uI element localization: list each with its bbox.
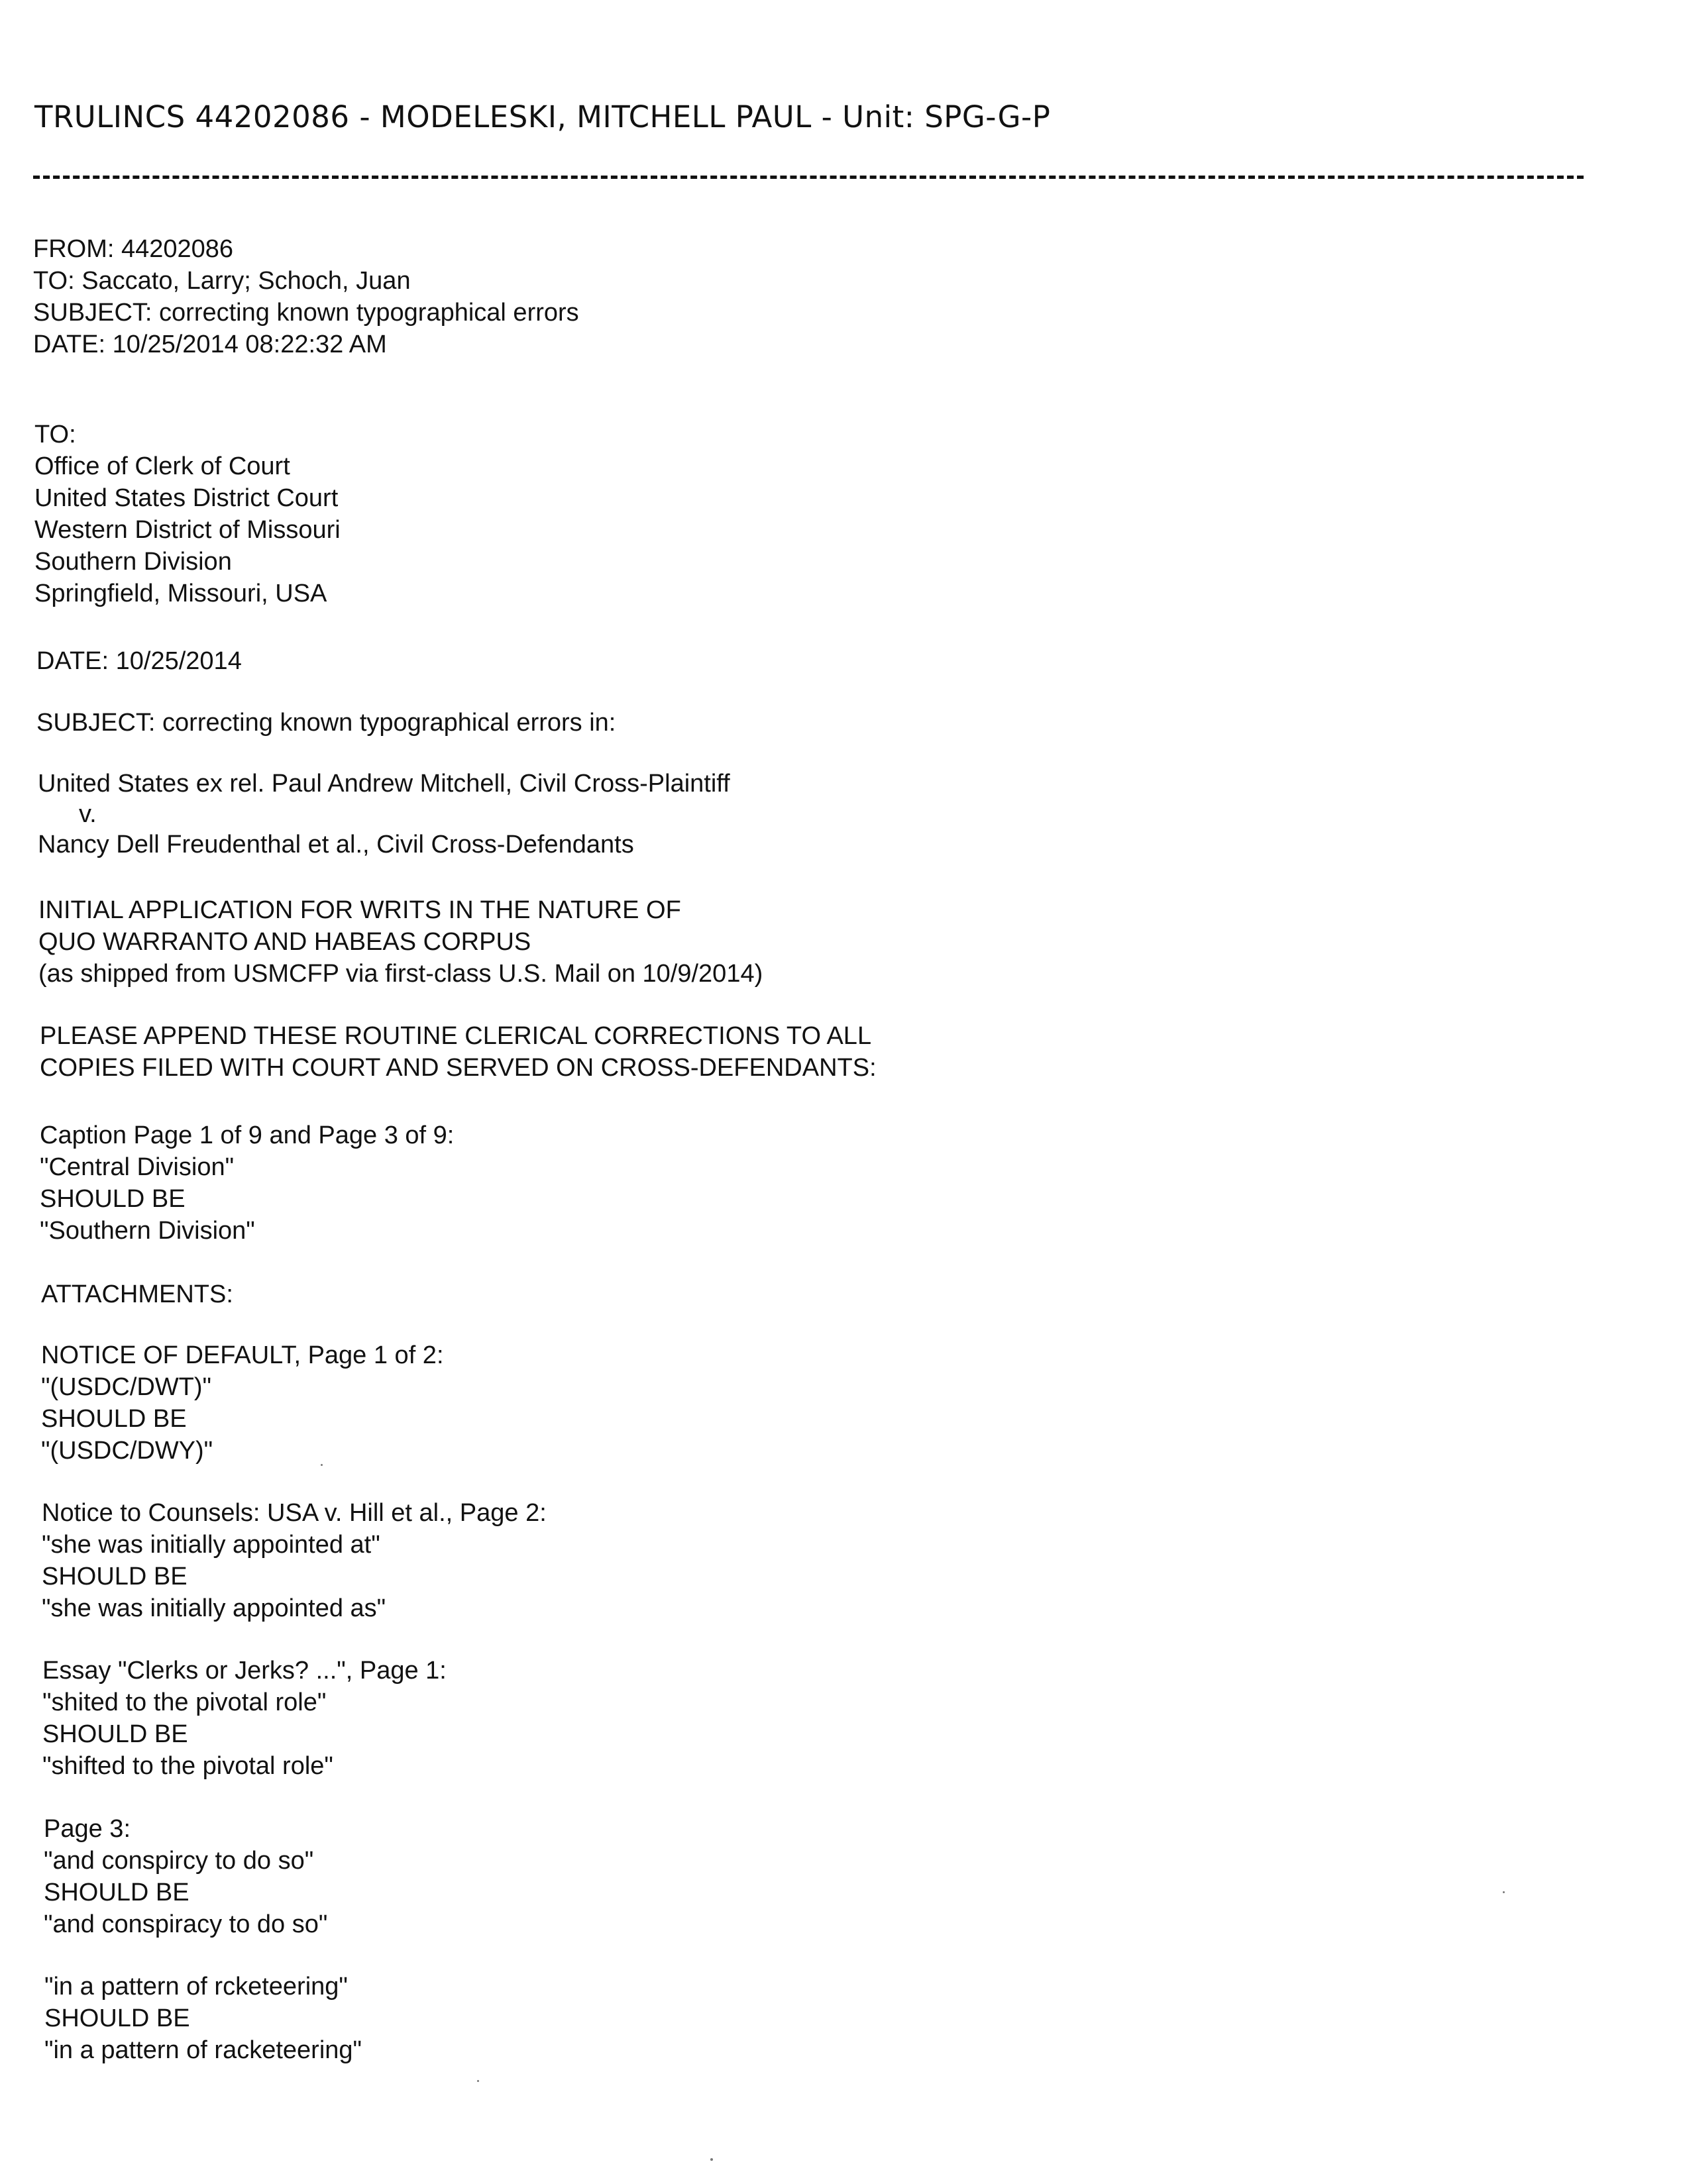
application-line: (as shipped from USMCFP via first-class U.S. Mail on 10/9/2014) <box>38 960 763 988</box>
message-to: TO: Saccato, Larry; Schoch, Juan <box>33 267 411 295</box>
message-metadata <box>33 233 579 360</box>
correction-wrong-text: "shited to the pivotal role" <box>42 1689 327 1716</box>
correction-right-text: "shifted to the pivotal role" <box>42 1752 333 1780</box>
application-title <box>38 894 763 990</box>
recipient-line: Western District of Missouri <box>34 516 341 544</box>
correction-heading: NOTICE OF DEFAULT, Page 1 of 2: <box>41 1341 444 1369</box>
instruction-line: COPIES FILED WITH COURT AND SERVED ON CROSS-DEFENDANTS: <box>40 1054 877 1082</box>
recipient-line: Springfield, Missouri, USA <box>34 580 327 607</box>
correction-right-text: "in a pattern of racketeering" <box>44 2036 362 2064</box>
attachment-correction-block <box>44 1813 327 1940</box>
attachment-correction-block <box>44 1971 362 2066</box>
correction-keyword: SHOULD BE <box>44 2004 190 2032</box>
attachment-correction-block <box>42 1497 547 1624</box>
message-subject: SUBJECT: correcting known typographical errors <box>33 299 579 327</box>
correction-wrong-text: "she was initially appointed at" <box>42 1531 380 1559</box>
correction-keyword: SHOULD BE <box>42 1563 188 1590</box>
correction-keyword: SHOULD BE <box>42 1720 188 1748</box>
correction-block <box>40 1119 454 1247</box>
case-caption <box>38 768 730 860</box>
case-versus: v. <box>79 800 97 828</box>
scan-speck <box>477 2080 479 2082</box>
application-line: QUO WARRANTO AND HABEAS CORPUS <box>38 928 531 956</box>
scan-speck <box>321 1464 323 1466</box>
correction-right-text: "she was initially appointed as" <box>42 1594 386 1622</box>
recipient-line: Southern Division <box>34 548 232 576</box>
instruction-block <box>40 1020 877 1084</box>
correction-keyword: SHOULD BE <box>44 1879 190 1906</box>
correction-heading: Caption Page 1 of 9 and Page 3 of 9: <box>40 1121 455 1149</box>
correction-keyword: SHOULD BE <box>41 1405 187 1433</box>
application-line: INITIAL APPLICATION FOR WRITS IN THE NATURE OF <box>38 896 681 924</box>
recipient-line: United States District Court <box>34 484 339 512</box>
recipient-line: Office of Clerk of Court <box>34 452 290 480</box>
case-plaintiff: United States ex rel. Paul Andrew Mitchell, Civil Cross-Plaintiff <box>38 770 730 798</box>
correction-right-text: "(USDC/DWY)" <box>41 1437 213 1465</box>
recipient-label: TO: <box>34 421 76 448</box>
correction-heading: Essay "Clerks or Jerks? ...", Page 1: <box>42 1657 447 1685</box>
letter-subject <box>36 707 616 739</box>
header-dashed-divider <box>33 176 1584 179</box>
page-header-title: TRULINCS 44202086 - MODELESKI, MITCHELL PAUL - Unit: SPG-G-P <box>34 99 1051 134</box>
correction-wrong-text: "and conspircy to do so" <box>44 1847 314 1875</box>
attachments-label-text: ATTACHMENTS: <box>41 1280 233 1308</box>
correction-keyword: SHOULD BE <box>40 1185 186 1213</box>
attachments-label <box>41 1278 233 1310</box>
case-defendant: Nancy Dell Freudenthal et al., Civil Cross-Defendants <box>38 831 634 858</box>
correction-heading: Page 3: <box>44 1815 131 1843</box>
scan-speck <box>710 2158 713 2161</box>
correction-wrong-text: "Central Division" <box>40 1153 235 1181</box>
correction-right-text: "Southern Division" <box>40 1217 255 1245</box>
message-date: DATE: 10/25/2014 08:22:32 AM <box>33 331 387 358</box>
attachment-correction-block <box>42 1655 447 1782</box>
attachment-correction-block <box>41 1339 444 1467</box>
message-from: FROM: 44202086 <box>33 235 234 263</box>
correction-right-text: "and conspiracy to do so" <box>44 1910 328 1938</box>
instruction-line: PLEASE APPEND THESE ROUTINE CLERICAL CORRECTIONS TO ALL <box>40 1022 872 1050</box>
scan-speck <box>1503 1891 1505 1893</box>
correction-wrong-text: "(USDC/DWT)" <box>41 1373 212 1401</box>
letter-date-text: DATE: 10/25/2014 <box>36 647 242 675</box>
letter-date <box>36 645 242 677</box>
recipient-address <box>34 419 341 609</box>
correction-heading: Notice to Counsels: USA v. Hill et al., Page 2: <box>42 1499 547 1527</box>
letter-subject-text: SUBJECT: correcting known typographical errors in: <box>36 709 616 737</box>
correction-wrong-text: "in a pattern of rcketeering" <box>44 1973 348 2001</box>
